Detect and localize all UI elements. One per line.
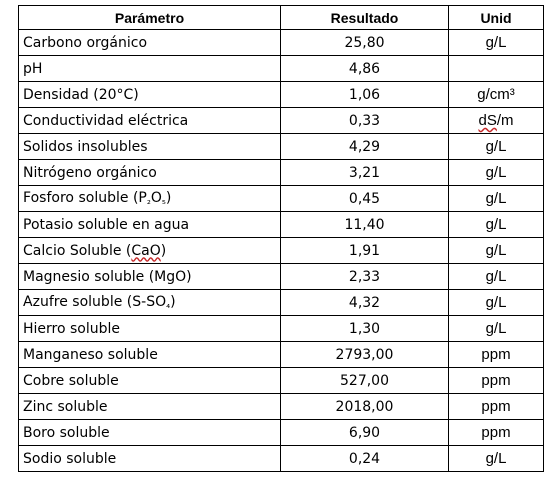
- result-cell: 6,90: [281, 420, 449, 446]
- unit-cell: g/L: [449, 316, 544, 342]
- result-cell: 4,29: [281, 134, 449, 160]
- table-row: [19, 420, 544, 446]
- param-cell: Potasio soluble en agua: [19, 212, 281, 238]
- param-cell: Azufre soluble $(S-SO_{_4})$: [19, 290, 281, 316]
- result-cell: 4,32: [281, 290, 449, 316]
- param-cell: Solidos insolubles: [19, 134, 281, 160]
- result-cell: 0,45: [281, 186, 449, 212]
- unit-cell: ppm: [449, 420, 544, 446]
- unit-cell: g/cm³: [449, 82, 544, 108]
- param-cell: Densidad (20°C): [19, 82, 281, 108]
- table-row: [19, 160, 544, 186]
- header-unit: Unid: [449, 6, 544, 30]
- result-cell: 4,86: [281, 56, 449, 82]
- param-cell: Zinc soluble: [19, 394, 281, 420]
- param-cell: Nitrógeno orgánico: [19, 160, 281, 186]
- param-cell: Boro soluble: [19, 420, 281, 446]
- param-cell: Hierro soluble: [19, 316, 281, 342]
- param-cell: pH: [19, 56, 281, 82]
- table-row: [19, 238, 544, 264]
- result-cell: 1,91: [281, 238, 449, 264]
- result-cell: 2018,00: [281, 394, 449, 420]
- unit-cell: g/L: [449, 264, 544, 290]
- param-cell: Cobre soluble: [19, 368, 281, 394]
- unit-cell: g/L: [449, 30, 544, 56]
- unit-cell: g/L: [449, 290, 544, 316]
- unit-cell: g/L: [449, 160, 544, 186]
- param-cell: Calcio Soluble (CaO): [19, 238, 281, 264]
- unit-cell: g/L: [449, 186, 544, 212]
- header-row: [19, 6, 544, 30]
- param-cell: Magnesio soluble (MgO): [19, 264, 281, 290]
- table-row: [19, 394, 544, 420]
- result-cell: 11,40: [281, 212, 449, 238]
- unit-cell: [449, 56, 544, 82]
- result-cell: 1,30: [281, 316, 449, 342]
- table-row: [19, 56, 544, 82]
- result-cell: 527,00: [281, 368, 449, 394]
- param-cell: Fosforo soluble $(P_{_2}O_{_5})$: [19, 186, 281, 212]
- result-cell: 0,33: [281, 108, 449, 134]
- table-row: [19, 108, 544, 134]
- table-row: [19, 30, 544, 56]
- table-row: [19, 82, 544, 108]
- param-cell: Conductividad eléctrica: [19, 108, 281, 134]
- table-row: [19, 446, 544, 472]
- result-cell: 25,80: [281, 30, 449, 56]
- unit-cell: g/L: [449, 134, 544, 160]
- param-cell: Carbono orgánico: [19, 30, 281, 56]
- table-row: [19, 212, 544, 238]
- unit-cell: ppm: [449, 394, 544, 420]
- unit-cell: g/L: [449, 446, 544, 472]
- header-result: Resultado: [281, 6, 449, 30]
- table-row: [19, 342, 544, 368]
- unit-cell: ppm: [449, 342, 544, 368]
- result-cell: 2793,00: [281, 342, 449, 368]
- result-cell: 3,21: [281, 160, 449, 186]
- result-cell: 2,33: [281, 264, 449, 290]
- unit-cell: dS/m: [449, 108, 544, 134]
- parameters-table: [18, 5, 544, 472]
- result-cell: 0,24: [281, 446, 449, 472]
- param-cell: Manganeso soluble: [19, 342, 281, 368]
- unit-cell: ppm: [449, 368, 544, 394]
- result-cell: 1,06: [281, 82, 449, 108]
- table-row: [19, 368, 544, 394]
- unit-cell: g/L: [449, 212, 544, 238]
- unit-cell: g/L: [449, 238, 544, 264]
- table-row: [19, 290, 544, 316]
- header-param: Parámetro: [19, 6, 281, 30]
- table-row: [19, 186, 544, 212]
- table-body: [19, 30, 544, 472]
- table-row: [19, 134, 544, 160]
- table-row: [19, 264, 544, 290]
- param-cell: Sodio soluble: [19, 446, 281, 472]
- table-row: [19, 316, 544, 342]
